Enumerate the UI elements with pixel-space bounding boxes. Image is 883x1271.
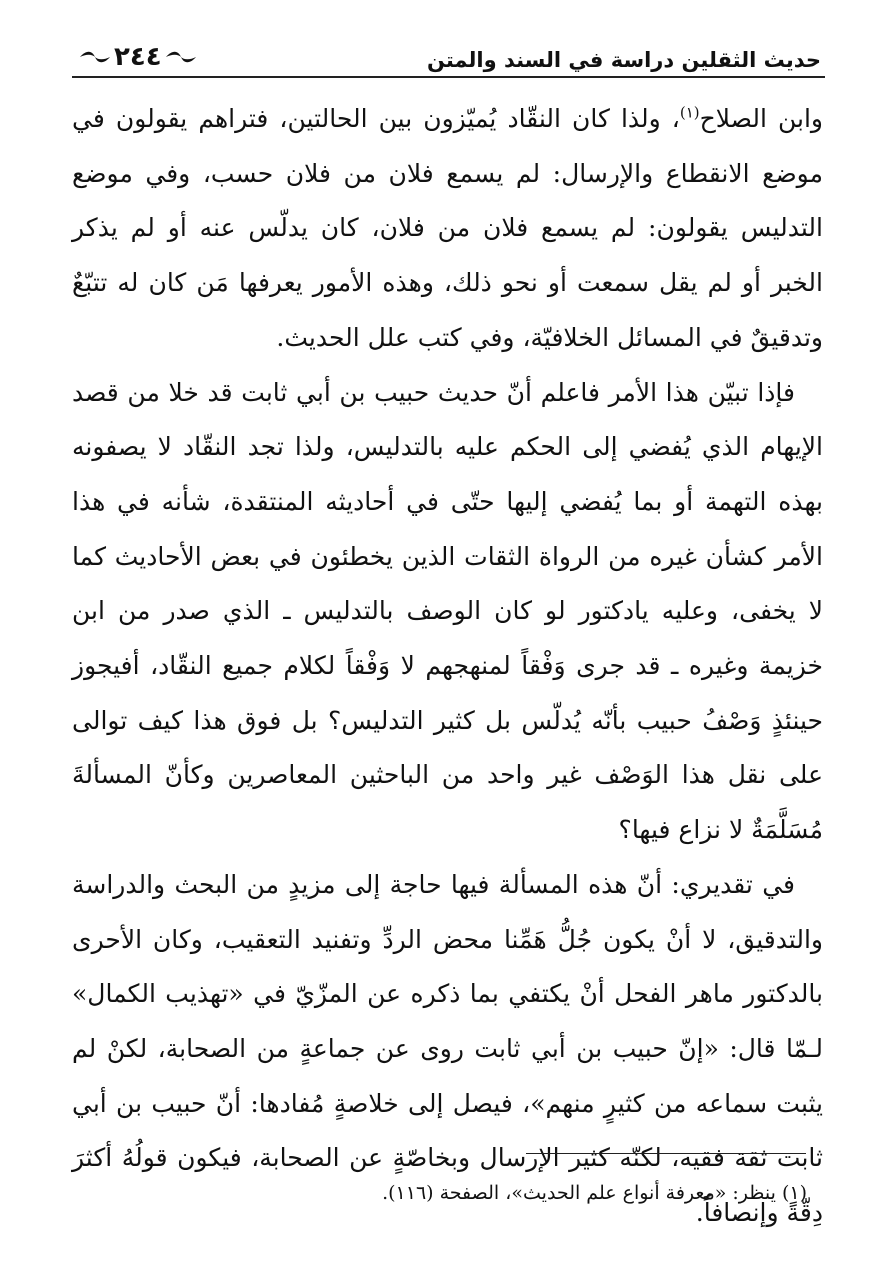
- ornament-icon: [164, 50, 198, 64]
- footnote-rule: [526, 1153, 806, 1154]
- running-title: حديث الثقلين دراسة في السند والمتن: [426, 48, 821, 72]
- page-number: ٢٤٤: [114, 42, 162, 72]
- footnote-ref: (١): [679, 103, 700, 122]
- paragraph: [72, 92, 823, 366]
- paragraph-text: ، ولذا كان النقّاد يُميّزون بين الحالتين، فتراهم يقولون في موضع الانقطاع والإرسال: لم يسمع فلان من فلان حسب، وفي موضع التدليس يقولون: لم يسمع فلان من فلان، كان يدلّس عنه أو لم يذكر الخبر أو لم يقل سمعت أو نحو ذلك، وهذه الأمور يعرفها مَن كان له تتبّعٌ وتدقيقٌ في المسائل الخلافيّة، وفي كتب علل الحديث.: [72, 104, 823, 352]
- footnote: (١) ينظر: «معرفة أنواع علم الحديث»، الصفحة (١١٦).: [382, 1182, 807, 1204]
- main-text: [72, 92, 823, 1241]
- page-number-block: [78, 42, 198, 72]
- ornament-icon: [78, 50, 112, 64]
- paragraph: فإذا تبيّن هذا الأمر فاعلم أنّ حديث حبيب بن أبي ثابت قد خلا من قصد الإيهام الذي يُفضي إلى الحكم عليه بالتدليس، ولذا تجد النقّاد لا يصفونه بهذه التهمة أو بما يُفضي إليها حتّى في أحاديثه المنتقدة، شأنه في هذا الأمر كشأن غيره من الرواة الثقات الذين يخطئون في بعض الأحاديث كما لا يخفى، وعليه يادكتور لو كان الوصف بالتدليس ـ الذي صدر من ابن خزيمة وغيره ـ قد جرى وَفْقاً لمنهجهم لا وَفْقاً لكلام جميع النقّاد، أفيجوز حينئذٍ وَصْفُ حبيب بأنّه يُدلّس بل كثير التدليس؟ بل فوق هذا كيف توالى على نقل هذا الوَصْف غير واحد من الباحثين المعاصرين وكأنّ المسألةَ مُسَلَّمَةٌ لا نزاع فيها؟: [72, 377, 823, 845]
- header-rule: [72, 76, 825, 78]
- page-header: [78, 28, 821, 72]
- paragraph: في تقديري: أنّ هذه المسألة فيها حاجة إلى مزيدٍ من البحث والدراسة والتدقيق، لا أنْ يكون جُلُّ هَمِّنا محض الردِّ وتفنيد التعقيب، وكان الأحرى بالدكتور ماهر الفحل أنْ يكتفي بما ذكره عن المزّيّ في «تهذيب الكمال» لـمّا قال: «إنّ حبيب بن أبي ثابت روى عن جماعةٍ من الصحابة، لكنْ لم يثبت سماعه من كثيرٍ منهم»، فيصل إلى خلاصةٍ مُفادها: أنّ حبيب بن أبي ثابت ثقة فقيه، لكنّه كثير الإرسال وبخاصّةٍ عن الصحابة، فيكون قولُهُ أكثرَ دِقّةً وإنصافاً.: [72, 869, 823, 1228]
- paragraph-text: وابن الصلاح: [699, 104, 823, 133]
